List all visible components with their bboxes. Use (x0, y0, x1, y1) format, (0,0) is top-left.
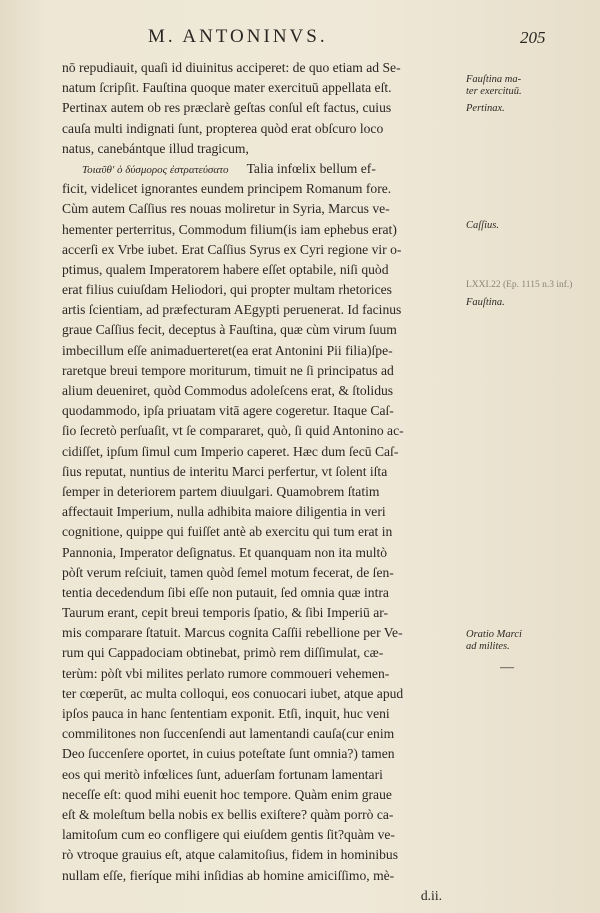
text-line: natus, canebántque illud tragicum, (62, 140, 249, 156)
text-line: artis ſcientiam, ad præfecturam AEgypti peruenerat. Id facinus (62, 302, 402, 318)
text-line: tentia decedendum ſibi eſſe non putauit, ſed omnia quæ intra (62, 584, 389, 600)
catchword: d.ii. (420, 887, 442, 903)
body-text (62, 58, 462, 906)
text-line: cauſa multi indignati ſunt, propterea quòd erat obſcuro loco (62, 120, 384, 136)
text-line: pòſt verum reſciuit, tamen quòd ſemel motum fecerat, de ſen- (62, 564, 394, 580)
text-line: hementer perterritus, Commodum filium(is iam ephebus erat) (62, 221, 397, 237)
marginal-note-faustina-mater (466, 74, 522, 98)
text-line: nullam eſſe, fieríque mihi inſidias ab homine amiciſſimo, mè- (62, 867, 395, 883)
marginal-line: ad milites. (466, 641, 510, 652)
text-line: commilitones non ſuccenſendi aut lamentandi cauſa(cur enim (62, 726, 395, 742)
marginal-note-oratio-marci (466, 629, 522, 653)
text-line: erat filius cuiuſdam Heliodori, qui propter multam rhetorices (62, 282, 392, 298)
text-line: ſius reputat, nuntius de interitu Marci perfertur, vt ſolent iſta (62, 463, 388, 479)
text-line: ter cœperūt, ac multa colloqui, eos conuocari iubet, atque apud (62, 685, 404, 701)
text-line: affectauit Imperium, nulla adhibita maiore diligentia in veri (62, 504, 386, 520)
text-line: Pannonia, Imperator deſignatus. Et quanquam non ita multò (62, 544, 388, 560)
text-line: Deo ſuccenſere oportet, in cuius poteſtate ſunt omnia?) tamen (62, 746, 395, 762)
text-line: Pertinax autem ob res præclarè geſtas conſul eſt factus, cuius (62, 100, 392, 116)
text-line-fragment: Talia infœlix bellum ef- (246, 160, 376, 176)
marginal-note-cassius: Caſſius. (466, 220, 499, 231)
text-line: cognitione, quippe qui fuiſſet antè ab exercitu qui tum erat in (62, 524, 393, 540)
text-line: ipſos pauca in hanc ſententiam exponit. Etſi, inquit, huc veni (62, 706, 390, 721)
text-line: cidiſſet, ipſum ſimul cum Imperio caperet. Hæc dum ſecū Caſ- (62, 443, 399, 459)
text-line: alium deueniret, quòd Commodus adoleſcens erat, & ſtolidus (62, 383, 394, 398)
text-line: lamitoſum cum eo confligere qui eiuſdem gentis ſit?quàm ve- (62, 827, 395, 843)
marginal-dash: — (500, 660, 514, 675)
text-line: imbecillum eſſe animaduerteret(ea erat Antonini Pii filia)ſpe- (62, 342, 393, 358)
text-line: ſemper in deteriorem partem diuulgari. Quamobrem ſtatim (62, 483, 380, 499)
greek-quotation: Τοιαῦθ' ὁ δύσμορος ἐστρατεύσατο (82, 163, 229, 176)
text-line: rum qui Cappadociam obtinebat, primò rem diſſimulat, cæ- (62, 645, 384, 661)
text-line: graue Caſſius fecit, deceptus à Fauſtina, quæ cùm virum ſuum (62, 322, 397, 338)
text-line: rò vtroque grauius eſt, atque calamitoſius, fidem in hominibus (62, 847, 399, 863)
text-line: ſio ſecretò perſuaſit, vt ſe compararet, quò, ſi quid Antonino ac- (62, 423, 404, 439)
text-line: ficit, videlicet ignorantes eundem principem Romanum fore. (62, 181, 392, 197)
text-line: Taurum erant, cepit breui temporis ſpatio, & ſibi Imperiū ar- (62, 605, 389, 621)
marginal-line: ter exercituū. (466, 86, 522, 97)
text-line: natum ſcripſit. Fauſtina quoque mater exercituū appellata eſt. (62, 80, 392, 96)
marginal-note-pertinax: Pertinax. (466, 103, 505, 114)
text-line: ptimus, qualem Imperatorem habere eſſet optabile, niſi quòd (62, 261, 389, 277)
text-line: raretque breui tempore moriturum, timuit ne ſi principatus ad (62, 362, 394, 378)
text-line: eſt & moleſtum bella nobis ex bellis exiſtere? quàm porrò ca- (62, 806, 394, 822)
running-head: M. ANTONINVS. (148, 26, 328, 47)
marginal-line: Fauſtina ma- (466, 74, 522, 85)
text-line: Cùm autem Caſſius res nouas moliretur in Syria, Marcus ve- (62, 201, 390, 217)
text-line: accerſi ex Vrbe iubet. Erat Caſſius Syrus ex Cyri regione vir o- (62, 241, 402, 257)
marginal-note-faustina: Fauſtina. (466, 297, 505, 308)
page-number: 205 (520, 28, 546, 47)
text-line: eos qui meritò infœlices ſunt, aduerſam fortunam lamentari (62, 766, 383, 782)
text-line: terùm: pòſt vbi milites perlato rumore commoueri vehemen- (62, 665, 390, 681)
text-line: neceſſe eſt: quod mihi euenit hoc tempore. Quàm enim graue (62, 786, 392, 802)
marginal-line: Oratio Marci (466, 629, 522, 640)
text-line: quodammodo, ipſa priuatam vitā agere cogeretur. Itaque Caſ- (62, 403, 394, 419)
marginal-pencil-note: LXXI.22 (Ep. 1115 n.3 inf.) (466, 280, 573, 290)
text-line: mis comparare ſtatuit. Marcus cognita Caſſii rebellione per Ve- (62, 625, 403, 641)
text-line: nō repudiauit, quaſi id diuinitus acciperet: de quo etiam ad Se- (62, 60, 401, 75)
text-line-greek-quote (62, 159, 462, 179)
